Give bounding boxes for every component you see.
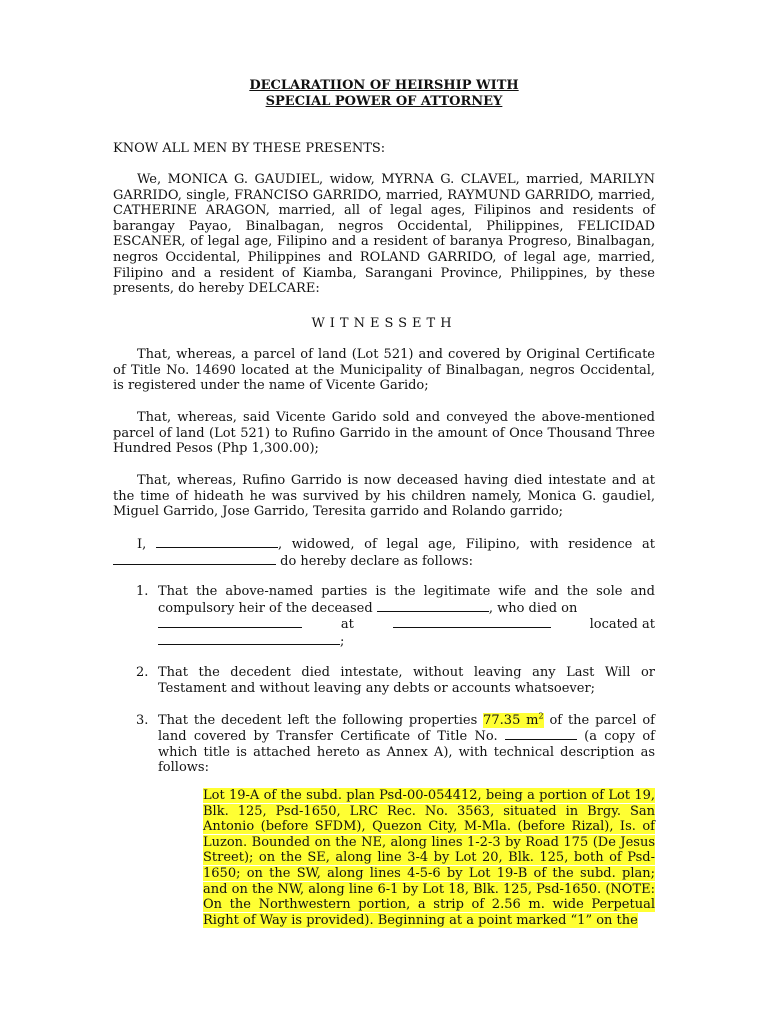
salutation: KNOW ALL MEN BY THESE PRESENTS: (113, 141, 386, 156)
technical-description-text: Lot 19-A of the subd. plan Psd-00-054412, being a portion of Lot 19, Blk. 125, Psd-1650, LRC Rec. No. 3563, situated in Brgy. San Antonio (before SFDM), Quezon City, M-Mla. (before Rizal), Is. of Luzon. Bounded on the NE, along lines 1-2-3 by Road 175 (De Jesus Street); on the SE, along line 3-4 by Lot 20, Blk. 125, both of Psd-1650; on the SW, along lines 4-5-6 by Lot 19-B of the subd. plan; and on the NW, along line 6-1 by Lot 18, Blk. 125, Psd-1650. (NOTE: On the Northwestern portion, a strip of 2.56 m. wide Perpetual Right of Way is provided). Beginning at a point marked “1” on the (203, 788, 655, 928)
declarant-paragraph (113, 536, 655, 569)
whereas-paragraph-2: That, whereas, said Vicente Garido sold and conveyed the above-mentioned parcel of land (Lot 521) to Rufino Garrido in the amount of Once Thousand Three Hundred Pesos (Php 1,300.00); (113, 410, 655, 457)
declaration-list (113, 584, 655, 776)
whereas-paragraph-3: That, whereas, Rufino Garrido is now deceased having died intestate and at the time of hideath he was survived by his children namely, Monica G. gaudiel, Miguel Garrido, Jose Garrido, Teresita garrido and Rolando garrido; (113, 473, 655, 520)
whereas-paragraph-1: That, whereas, a parcel of land (Lot 521) and covered by Original Certificate of Title No. 14690 located at the Municipality of Binalbagan, negros Occidental, is registered under the name of Vicente Garido; (113, 347, 655, 394)
item-3-text-a: That the decedent left the following properties (158, 712, 478, 728)
area-superscript: 2 (538, 711, 544, 721)
intro-paragraph: We, MONICA G. GAUDIEL, widow, MYRNA G. CLAVEL, married, MARILYN GARRIDO, single, FRANCISO GARRIDO, married, RAYMUND GARRIDO, married, CATHERINE ARAGON, married, all of legal ages, Filipinos and residents of barangay Payao, Binalbagan, negros Occidental, Philippines, FELICIDAD ESCANER, of legal age, Filipino and a resident of baranya Progreso, Binalbagan, negros Occidental, Philippines and ROLAND GARRIDO, of legal age, married, Filipino and a resident of Kiamba, Sarangani Province, Philippines, by these presents, do hereby DELCARE: (113, 172, 655, 297)
item-2-text: That the decedent died intestate, without leaving any Last Will or Testament and without leaving any debts or accounts whatsoever; (158, 665, 655, 696)
technical-description (203, 788, 655, 928)
item-1-text-c: at (340, 617, 354, 633)
item-1-line-4 (158, 633, 655, 650)
item-number: 2. (136, 665, 149, 681)
document-title (0, 78, 768, 109)
title-line-1: DECLARATIION OF HEIRSHIP WITH (249, 78, 519, 93)
deceased-name-blank[interactable] (377, 600, 489, 612)
item-1-text-a: That the above-named parties is the legitimate wife and the sole and compulsory heir of the deceased (158, 584, 655, 616)
item-1-line-3 (158, 616, 655, 633)
item-3-text-b: of the parcel of land covered by Transfer Certificate of Title No. (158, 712, 655, 745)
title-line-2: SPECIAL POWER OF ATTORNEY (265, 93, 503, 109)
area-highlight (483, 713, 543, 728)
item-1-text-d: located at (589, 617, 655, 633)
witnesseth-heading: WITNESSETH (311, 316, 457, 331)
area-value: 77.35 m (483, 712, 539, 728)
location-blank[interactable] (158, 633, 340, 645)
tct-number-blank[interactable] (505, 728, 577, 740)
list-item-1 (113, 584, 655, 649)
list-item-3 (113, 713, 655, 776)
declarant-text-1: I, (137, 537, 147, 552)
item-3-text-c: (a copy of which title is attached hereto as Annex A), with technical description as follows: (158, 729, 655, 776)
item-number: 3. (136, 712, 149, 728)
item-number: 1. (136, 584, 149, 599)
item-1-text-e: ; (340, 633, 345, 649)
death-date-blank[interactable] (158, 616, 302, 628)
declarant-name-blank[interactable] (156, 536, 278, 548)
declarant-text-3: do hereby declare as follows: (280, 553, 473, 569)
declarant-text-2: , widowed, of legal age, Filipino, with residence at (277, 537, 655, 552)
list-item-2 (113, 665, 655, 696)
residence-blank[interactable] (113, 553, 276, 565)
death-place-blank[interactable] (393, 616, 551, 628)
item-1-text-b: , who died on (488, 600, 578, 616)
